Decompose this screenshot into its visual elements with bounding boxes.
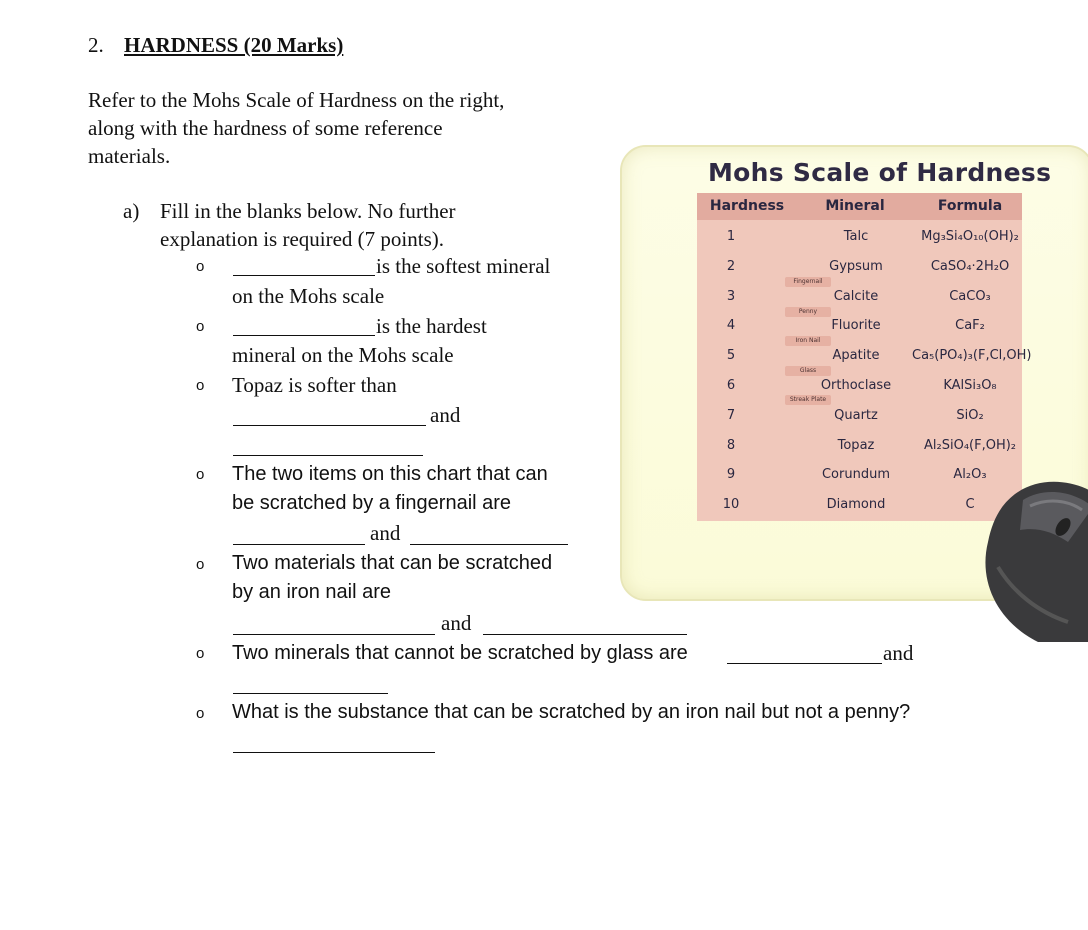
- mohs-row-formula: Al₂SiO₄(F,OH)₂: [924, 438, 1016, 453]
- q5-and: and: [441, 611, 472, 635]
- mohs-row-formula: CaCO₃: [949, 289, 991, 304]
- bullet-icon: o: [196, 258, 205, 275]
- mohs-row-hardness: 1: [726, 229, 736, 244]
- bullet-icon: o: [196, 318, 205, 335]
- tool-label-glass: Glass: [785, 366, 831, 376]
- answer-blank-hardest[interactable]: [233, 335, 375, 336]
- mohs-row-mineral: Quartz: [834, 408, 878, 423]
- mohs-row-mineral: Corundum: [821, 467, 890, 482]
- q4-text: The two items on this chart that can: [232, 463, 548, 485]
- mohs-row-formula: CaSO₄·2H₂O: [930, 259, 1010, 274]
- mohs-row-hardness: 3: [726, 289, 736, 304]
- computer-mouse-icon: [968, 472, 1088, 642]
- mohs-row-mineral: Gypsum: [829, 259, 883, 274]
- answer-blank-ironnail-1[interactable]: [233, 634, 435, 635]
- bullet-icon: o: [196, 466, 205, 483]
- q3-and: and: [430, 403, 461, 427]
- mohs-row-hardness: 9: [726, 467, 736, 482]
- q5-text-cont: by an iron nail are: [232, 581, 391, 603]
- mohs-row-hardness: 7: [726, 408, 736, 423]
- mohs-row-mineral: Calcite: [833, 289, 879, 304]
- tool-label-penny: Penny: [785, 307, 831, 317]
- mohs-header-formula: Formula: [937, 198, 1003, 214]
- answer-blank-fingernail-2[interactable]: [410, 544, 568, 545]
- mohs-row-formula: SiO₂: [956, 408, 984, 423]
- q1-text: is the softest mineral: [376, 254, 551, 278]
- mohs-row-formula: CaF₂: [955, 318, 985, 333]
- q1-text-cont: on the Mohs scale: [232, 284, 385, 308]
- answer-blank-ironnail-2[interactable]: [483, 634, 687, 635]
- mohs-header-hardness: Hardness: [709, 198, 785, 214]
- mohs-row-mineral: Fluorite: [831, 318, 881, 333]
- answer-blank-fingernail-1[interactable]: [233, 544, 365, 545]
- mohs-row-hardness: 10: [722, 497, 740, 512]
- answer-blank-topaz-1[interactable]: [233, 425, 426, 426]
- part-a-instructions-2: explanation is required (7 points).: [160, 227, 445, 251]
- mohs-row-formula: C: [965, 497, 975, 512]
- mohs-row-mineral: Orthoclase: [820, 378, 892, 393]
- mohs-row-formula: Mg₃Si₄O₁₀(OH)₂: [921, 229, 1019, 244]
- q2-text-cont: mineral on the Mohs scale: [232, 343, 454, 367]
- part-a-instructions-1: Fill in the blanks below. No further: [160, 199, 456, 223]
- mohs-row-hardness: 6: [726, 378, 736, 393]
- intro-line-3: materials.: [88, 144, 171, 168]
- bullet-icon: o: [196, 645, 205, 662]
- section-number: 2.: [88, 33, 104, 57]
- tool-label-iron-nail: Iron Nail: [785, 336, 831, 346]
- q4-and: and: [370, 521, 401, 545]
- mohs-row-formula: Al₂O₃: [953, 467, 987, 482]
- tool-label-fingernail: Fingernail: [785, 277, 831, 287]
- mohs-row-hardness: 8: [726, 438, 736, 453]
- answer-blank-glass-1[interactable]: [727, 663, 882, 664]
- section-title: HARDNESS (20 Marks): [124, 33, 344, 57]
- mohs-row-mineral: Diamond: [826, 497, 886, 512]
- mohs-header-mineral: Mineral: [825, 198, 885, 214]
- answer-blank-glass-2[interactable]: [233, 693, 388, 694]
- mohs-row-formula: Ca₅(PO₄)₃(F,Cl,OH): [912, 348, 1032, 363]
- q5-text: Two materials that can be scratched: [232, 552, 553, 574]
- bullet-icon: o: [196, 556, 205, 573]
- q4-text-cont: be scratched by a fingernail are: [232, 492, 512, 514]
- mohs-row-hardness: 2: [726, 259, 736, 274]
- mohs-row-mineral: Apatite: [832, 348, 880, 363]
- mohs-row-mineral: Topaz: [837, 438, 875, 453]
- mohs-row-formula: KAlSi₃O₈: [943, 378, 997, 393]
- part-a-label: a): [123, 199, 140, 223]
- answer-blank-penny[interactable]: [233, 752, 435, 753]
- mohs-row-mineral: Talc: [843, 229, 869, 244]
- intro-line-2: along with the hardness of some reference: [88, 116, 443, 140]
- q6-text: Two minerals that cannot be scratched by glass are: [232, 642, 688, 664]
- mohs-row-hardness: 5: [726, 348, 736, 363]
- q6-and: and: [883, 641, 914, 665]
- q7-text: What is the substance that can be scratched by an iron nail but not a penny?: [232, 701, 911, 723]
- intro-line-1: Refer to the Mohs Scale of Hardness on the right,: [88, 88, 505, 112]
- mohs-row-hardness: 4: [726, 318, 736, 333]
- bullet-icon: o: [196, 705, 205, 722]
- mohs-title: Mohs Scale of Hardness: [708, 158, 1052, 187]
- q3-text: Topaz is softer than: [232, 373, 397, 397]
- q2-text: is the hardest: [376, 314, 487, 338]
- tool-label-streak-plate: Streak Plate: [785, 395, 831, 405]
- answer-blank-topaz-2[interactable]: [233, 455, 423, 456]
- answer-blank-softest[interactable]: [233, 275, 375, 276]
- bullet-icon: o: [196, 377, 205, 394]
